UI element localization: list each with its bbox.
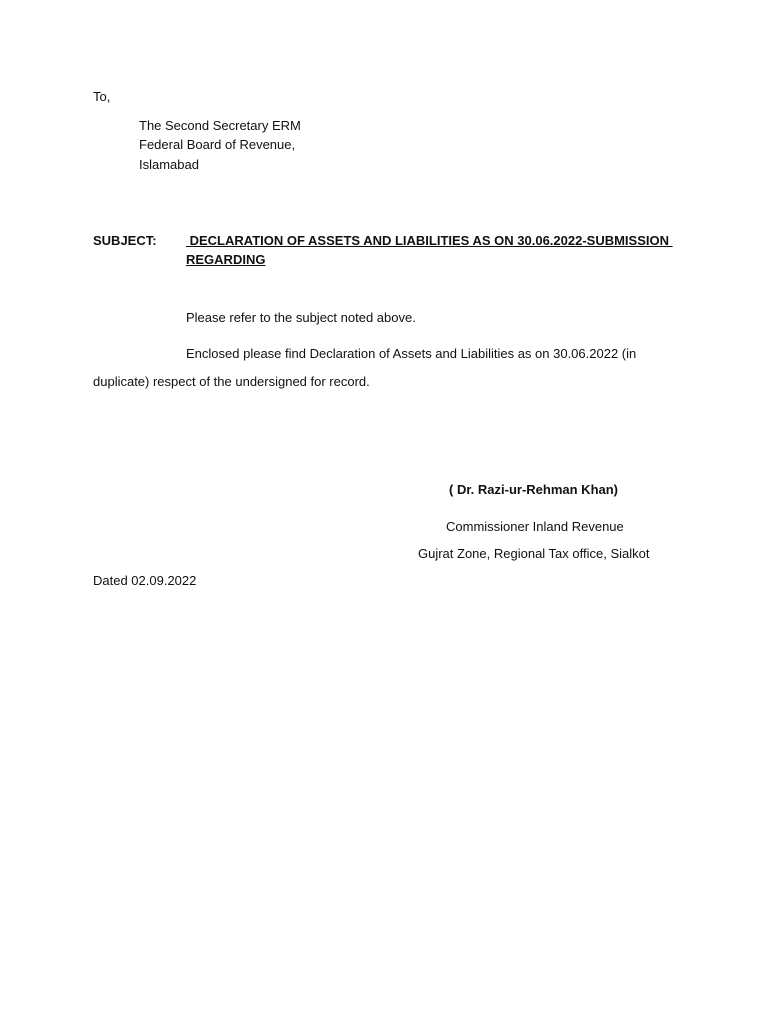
body-paragraph-2-line-1: Enclosed please find Declaration of Assets and Liabilities as on 30.06.2022 (in bbox=[186, 346, 637, 361]
signatory-designation: Commissioner Inland Revenue bbox=[446, 519, 624, 534]
body-paragraph-2-line-2: duplicate) respect of the undersigned for record. bbox=[93, 374, 370, 389]
subject-line-2: REGARDING bbox=[186, 252, 266, 267]
salutation: To, bbox=[93, 89, 111, 104]
recipient-line-1: The Second Secretary ERM bbox=[139, 118, 301, 133]
recipient-line-3: Islamabad bbox=[139, 157, 199, 172]
body-paragraph-1: Please refer to the subject noted above. bbox=[186, 310, 416, 325]
signatory-name: ( Dr. Razi-ur-Rehman Khan) bbox=[449, 482, 619, 497]
recipient-line-2: Federal Board of Revenue, bbox=[139, 137, 296, 152]
subject-line-1: DECLARATION OF ASSETS AND LIABILITIES AS ON 30.06.2022-SUBMISSION bbox=[186, 233, 673, 248]
letter-date: Dated 02.09.2022 bbox=[93, 573, 197, 588]
subject-label: SUBJECT: bbox=[93, 233, 157, 248]
signatory-office: Gujrat Zone, Regional Tax office, Sialkot bbox=[418, 546, 650, 561]
